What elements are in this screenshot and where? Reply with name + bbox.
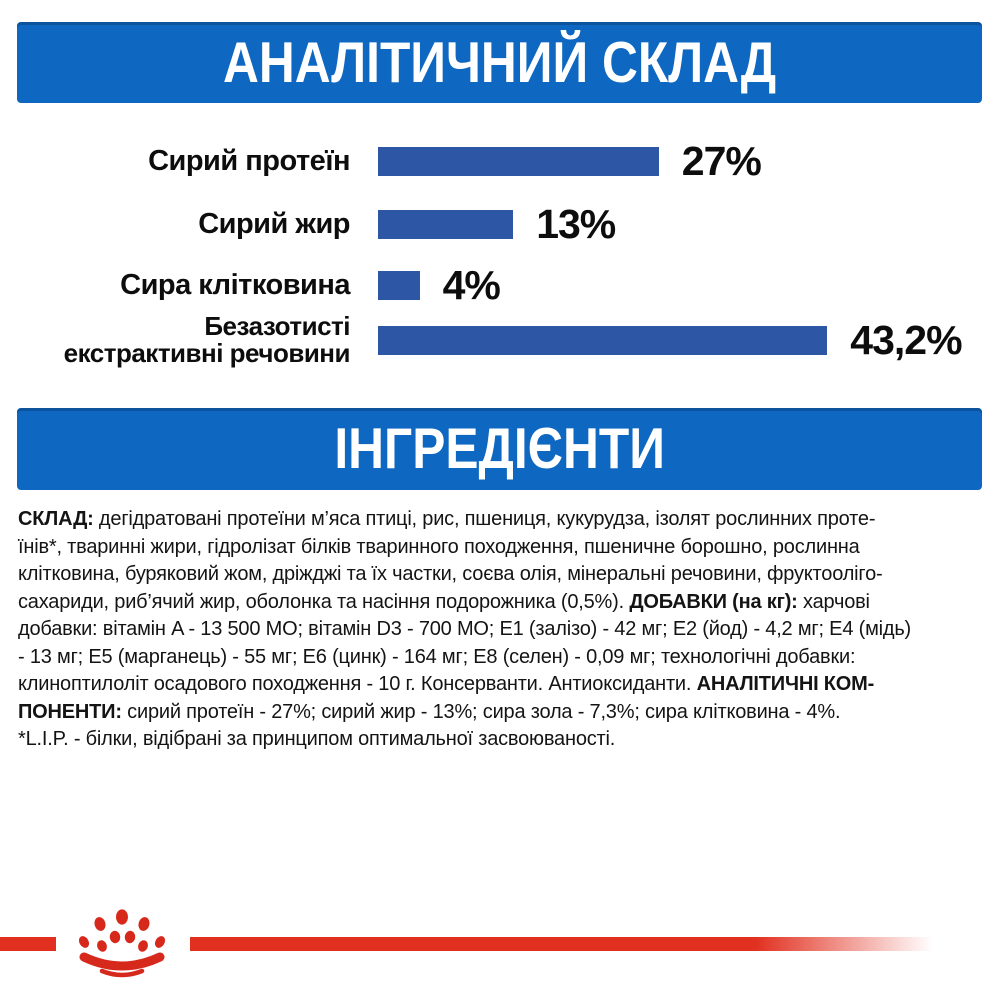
chart-bar bbox=[378, 271, 420, 300]
chart-row-nitrogen-free-extract bbox=[20, 312, 1000, 368]
chart-value: 4% bbox=[442, 261, 500, 308]
ingredients-line bbox=[18, 726, 984, 754]
chart-row-label bbox=[20, 313, 350, 367]
chart-row-label: Сирий жир bbox=[198, 208, 350, 240]
chart-row-crude-fibre bbox=[20, 261, 1000, 308]
ingredients-segment: клітковина, буряковий жом, дріжджі та їх частки, соєва олія, мінеральні речовини, фруктооліго- bbox=[18, 563, 883, 585]
chart-row-crude-protein bbox=[20, 137, 1000, 184]
ingredients-line bbox=[18, 644, 984, 672]
chart-row-label: Сира клітковина bbox=[120, 269, 350, 301]
chart-row-label: Сирий протеїн bbox=[148, 145, 350, 177]
analytical-constituents-heading: АНАЛІТИЧНІ КОМ- bbox=[696, 673, 875, 695]
ingredients-line bbox=[18, 534, 984, 562]
ingredients-segment: клиноптилоліт осадового походження - 10 г. Консерванти. Антиоксиданти. bbox=[18, 673, 697, 695]
analytical-composition-chart bbox=[20, 137, 1000, 368]
ingredients-line bbox=[18, 506, 984, 534]
chart-value: 43,2% bbox=[850, 316, 962, 363]
chart-bar bbox=[378, 326, 827, 355]
ingredients-segment: - 13 мг; E5 (марганець) - 55 мг; E6 (цинк) - 164 мг; E8 (селен) - 0,09 мг; технологічні добавки: bbox=[18, 645, 856, 668]
ingredients-segment: сахариди, риб’ячий жир, оболонка та насіння подорожника (0,5%). bbox=[18, 590, 630, 613]
chart-value: 27% bbox=[681, 137, 761, 184]
ingredients-segment: дегідратовані протеїни м’яса птиці, рис, пшениця, кукурудза, ізолят рослинних проте- bbox=[93, 508, 876, 530]
ingredients-title: ІНГРЕДІЄНТИ bbox=[334, 417, 665, 481]
analytical-constituents-heading-cont: ПОНЕНТИ: bbox=[18, 700, 122, 723]
ingredients-line bbox=[18, 616, 984, 644]
additives-heading: ДОБАВКИ (на кг): bbox=[629, 590, 798, 613]
lip-footnote: *L.I.P. - білки, відібрані за принципом оптимальної засвоюваності. bbox=[18, 728, 616, 750]
chart-row-label-line1: Безазотисті bbox=[204, 311, 350, 341]
analytical-composition-title: АНАЛІТИЧНИЙ СКЛАД bbox=[222, 30, 777, 95]
crown-paw-icon bbox=[67, 902, 179, 982]
ingredients-segment: їнів*, тваринні жири, гідролізат білків тваринного походження, пшеничне борошно, рослинна bbox=[18, 535, 860, 558]
chart-value: 13% bbox=[536, 200, 616, 247]
ingredients-line bbox=[18, 671, 984, 699]
ingredients-segment: сирий протеїн - 27%; сирий жир - 13%; сира зола - 7,3%; сира клітковина - 4%. bbox=[121, 700, 841, 723]
ingredients-text bbox=[18, 506, 984, 754]
ingredients-banner bbox=[17, 408, 982, 490]
ingredients-line bbox=[18, 561, 984, 589]
analytical-composition-banner bbox=[17, 22, 982, 103]
composition-heading: СКЛАД: bbox=[18, 508, 94, 530]
royal-canin-crown-logo bbox=[56, 900, 190, 984]
chart-row-crude-fat bbox=[20, 200, 1000, 247]
chart-bar bbox=[378, 210, 513, 239]
ingredients-line bbox=[18, 589, 984, 617]
chart-bar bbox=[378, 147, 659, 176]
ingredients-line bbox=[18, 699, 984, 727]
chart-row-label-line2: екстрактивні речовини bbox=[63, 338, 350, 368]
ingredients-segment: харчові bbox=[797, 590, 870, 613]
ingredients-segment: добавки: вітамін A - 13 500 МО; вітамін D3 - 700 МО; E1 (залізо) - 42 мг; E2 (йод) - 4,2 мг; E4 (мідь) bbox=[18, 618, 912, 640]
